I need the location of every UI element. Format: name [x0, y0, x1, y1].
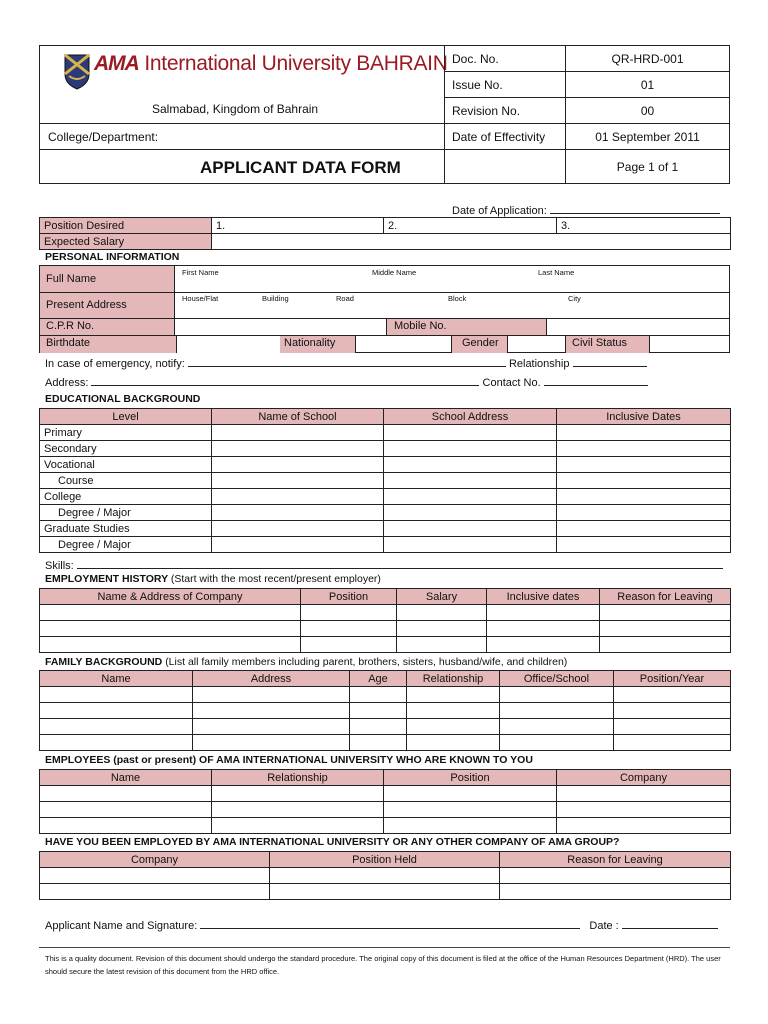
table-row [40, 687, 731, 703]
emergency-address-label: Address: [45, 377, 89, 389]
revision-value: 00 [640, 104, 655, 118]
position-choice-1[interactable]: 1. [212, 218, 384, 234]
brand-short: AMA [94, 52, 139, 75]
position-choice-3[interactable]: 3. [557, 218, 731, 234]
previous-ama-table [39, 851, 731, 900]
civil-status-label: Civil Status [572, 337, 628, 349]
emp-col-reason: Reason for Leaving [600, 589, 731, 605]
education-table [39, 408, 731, 553]
signature-label: Applicant Name and Signature: [45, 920, 198, 932]
position-choice-2[interactable]: 2. [384, 218, 557, 234]
family-note: (List all family members including parent, brothers, sisters, husband/wife, and children) [165, 656, 568, 668]
college-label: College/Department: [48, 130, 159, 144]
form-title: APPLICANT DATA FORM [200, 158, 401, 177]
table-row [40, 703, 731, 719]
issue-value: 01 [640, 78, 655, 92]
employment-note: (Start with the most recent/present employer) [170, 573, 381, 585]
prev-col-position: Position Held [270, 852, 500, 868]
skills-label: Skills: [45, 560, 74, 572]
section-known-employees: EMPLOYEES (past or present) OF AMA INTERNATIONAL UNIVERSITY WHO ARE KNOWN TO YOU [45, 754, 533, 766]
issue-label: Issue No. [452, 78, 503, 92]
emergency-relationship-field[interactable] [573, 356, 647, 367]
doc-no-value: QR-HRD-001 [611, 52, 684, 66]
table-row [40, 735, 731, 751]
date-of-application-label: Date of Application: [452, 205, 547, 217]
civil-status-field[interactable] [650, 336, 730, 353]
document-header [39, 45, 730, 184]
signature-row [45, 918, 718, 932]
emergency-label: In case of emergency, notify: [45, 358, 185, 370]
cpr-label: C.P.R No. [46, 320, 95, 332]
table-row [40, 637, 731, 653]
table-row [40, 818, 731, 834]
table-row [40, 521, 731, 537]
date-of-application [452, 203, 720, 217]
signature-field[interactable] [200, 918, 580, 929]
present-address-label: Present Address [46, 299, 127, 311]
date-of-application-field[interactable] [550, 203, 720, 214]
section-family [45, 656, 567, 668]
footer-note: This is a quality document. Revision of this document should undergo the standard procedure. The original copy of this document is filed at the office of the Human Resources Department (HRD). The user should secure the latest revision of this document from the HRD office. [45, 954, 721, 976]
edu-level-secondary: Secondary [40, 441, 212, 457]
emergency-address-field[interactable] [91, 375, 479, 386]
table-row [40, 802, 731, 818]
skills-row [45, 558, 723, 572]
gender-label: Gender [462, 337, 499, 349]
prev-col-company: Company [40, 852, 270, 868]
fam-col-position: Position/Year [614, 671, 731, 687]
emergency-row [45, 356, 647, 370]
gender-field[interactable] [508, 336, 566, 353]
fam-col-address: Address [193, 671, 350, 687]
address-road-label[interactable]: Road [336, 294, 354, 303]
family-table [39, 670, 731, 751]
prev-col-reason: Reason for Leaving [500, 852, 731, 868]
table-row [40, 441, 731, 457]
mobile-label: Mobile No. [394, 320, 447, 332]
emp-col-position: Position [301, 589, 397, 605]
known-col-position: Position [384, 770, 557, 786]
known-col-name: Name [40, 770, 212, 786]
position-desired-label: Position Desired [40, 218, 212, 234]
known-col-relationship: Relationship [212, 770, 384, 786]
nationality-field[interactable] [356, 336, 452, 353]
nationality-label: Nationality [284, 337, 336, 349]
last-name-label[interactable]: Last Name [538, 268, 575, 277]
mobile-field[interactable] [547, 319, 730, 335]
table-row [40, 425, 731, 441]
footer-divider [39, 947, 730, 948]
table-row [40, 884, 731, 900]
edu-level-vocational: Vocational [40, 457, 212, 473]
signature-date-field[interactable] [622, 918, 718, 929]
table-row [40, 473, 731, 489]
university-logo [64, 52, 448, 102]
full-name-label: Full Name [46, 273, 97, 285]
fam-col-relationship: Relationship [407, 671, 500, 687]
table-row [40, 621, 731, 637]
skills-field[interactable] [77, 558, 723, 569]
known-employees-table [39, 769, 731, 834]
emergency-address-row [45, 375, 648, 389]
edu-level-grad-degree: Degree / Major [40, 537, 212, 553]
effectivity-value: 01 September 2011 [595, 130, 700, 144]
table-row [40, 719, 731, 735]
emp-col-company: Name & Address of Company [40, 589, 301, 605]
edu-level-graduate: Graduate Studies [40, 521, 212, 537]
table-row [40, 489, 731, 505]
edu-col-level: Level [40, 409, 212, 425]
section-previous-ama: HAVE YOU BEEN EMPLOYED BY AMA INTERNATIONAL UNIVERSITY OR ANY OTHER COMPANY OF AMA GROUP? [45, 836, 620, 848]
edu-level-primary: Primary [40, 425, 212, 441]
emp-col-salary: Salary [397, 589, 487, 605]
emergency-contact-label: Contact No. [482, 377, 541, 389]
edu-level-degree: Degree / Major [40, 505, 212, 521]
table-row [40, 537, 731, 553]
middle-name-label[interactable]: Middle Name [372, 268, 417, 277]
table-row [40, 605, 731, 621]
employment-table [39, 588, 731, 653]
fam-col-office: Office/School [500, 671, 614, 687]
table-row [40, 505, 731, 521]
signature-date-label: Date : [589, 920, 619, 932]
revision-label: Revision No. [452, 104, 521, 118]
section-personal: PERSONAL INFORMATION [45, 251, 180, 263]
birthdate-field[interactable] [176, 336, 280, 353]
edu-level-course: Course [40, 473, 212, 489]
section-education: EDUCATIONAL BACKGROUND [45, 393, 201, 405]
table-row [40, 457, 731, 473]
address-house-label[interactable]: House/Flat [182, 294, 219, 303]
emergency-field[interactable] [188, 356, 506, 367]
known-col-company: Company [557, 770, 731, 786]
edu-col-address: School Address [384, 409, 557, 425]
edu-col-school: Name of School [212, 409, 384, 425]
employment-title: EMPLOYMENT HISTORY [45, 573, 168, 585]
brand-long: International University BAHRAIN [144, 52, 448, 75]
emp-col-dates: Inclusive dates [487, 589, 600, 605]
table-row [40, 868, 731, 884]
emergency-contact-field[interactable] [544, 375, 648, 386]
table-row [40, 786, 731, 802]
cpr-field[interactable] [176, 319, 386, 335]
personal-info-box [39, 265, 730, 353]
address-city-label[interactable]: City [568, 294, 581, 303]
first-name-label[interactable]: First Name [182, 268, 219, 277]
edu-level-college: College [40, 489, 212, 505]
doc-no-label: Doc. No. [452, 52, 499, 66]
crest-icon [64, 54, 90, 90]
fam-col-age: Age [350, 671, 407, 687]
university-name [94, 52, 448, 76]
address-block-label[interactable]: Block [448, 294, 467, 303]
effectivity-label: Date of Effectivity [452, 130, 546, 144]
edu-col-dates: Inclusive Dates [557, 409, 731, 425]
position-table [39, 217, 731, 250]
expected-salary-label: Expected Salary [40, 234, 212, 250]
fam-col-name: Name [40, 671, 193, 687]
expected-salary-field[interactable] [212, 234, 731, 250]
emergency-relationship-label: Relationship [508, 358, 570, 370]
location-text: Salmabad, Kingdom of Bahrain [152, 102, 319, 116]
section-employment [45, 573, 381, 585]
page-number: Page 1 of 1 [616, 160, 679, 174]
address-building-label[interactable]: Building [262, 294, 289, 303]
birthdate-label: Birthdate [46, 337, 91, 349]
family-title: FAMILY BACKGROUND [45, 656, 163, 668]
